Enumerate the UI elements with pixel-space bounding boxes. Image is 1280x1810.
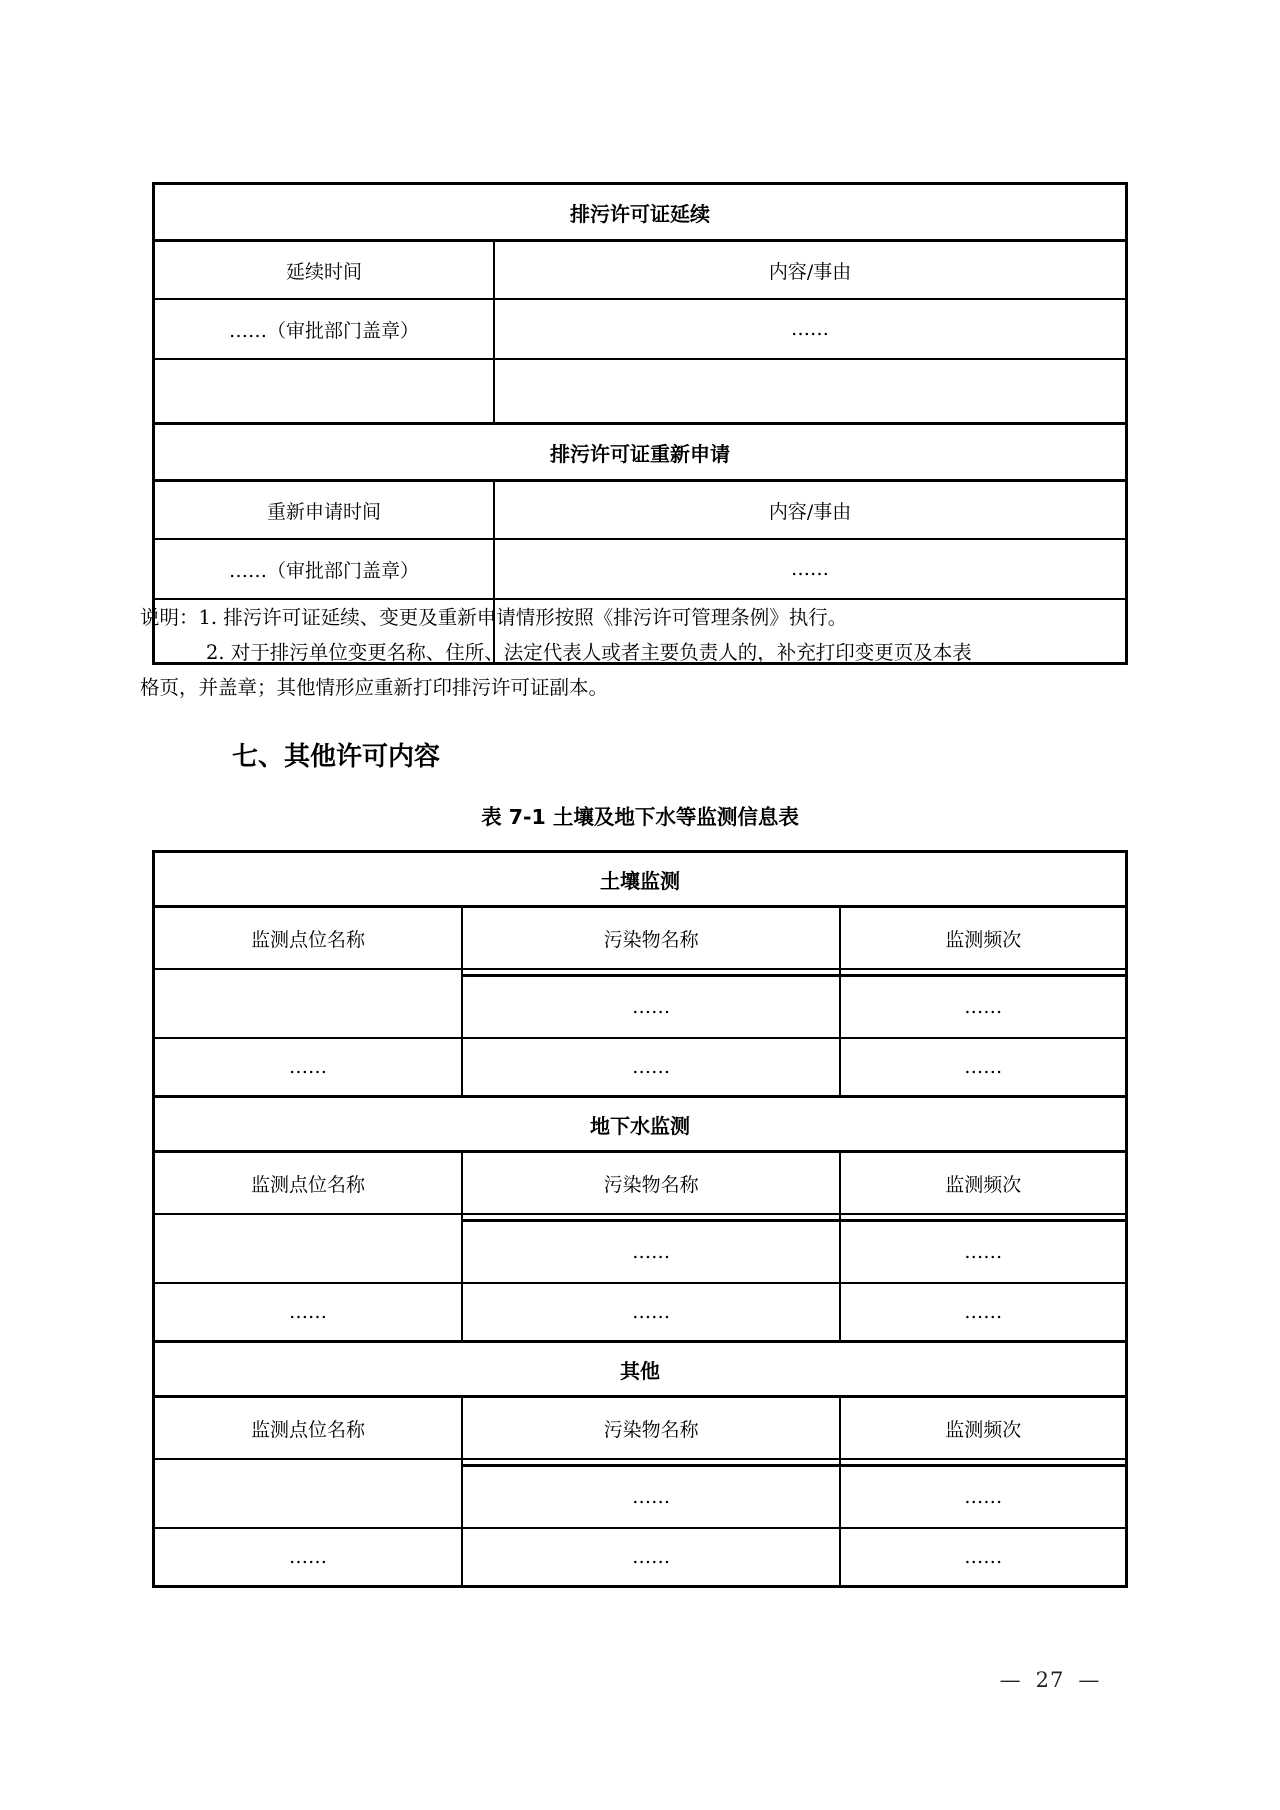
section-title-reapplication: 排污许可证重新申请 bbox=[154, 424, 1127, 481]
monitoring-info-table bbox=[152, 850, 1128, 1588]
cell-dots: …… bbox=[462, 976, 840, 1039]
cell-dots: …… bbox=[462, 1283, 840, 1342]
page-number-value: 27 bbox=[1035, 1668, 1065, 1692]
note-line-1: 说明：1. 排污许可证延续、变更及重新申请情形按照《排污许可管理条例》执行。 bbox=[140, 606, 848, 629]
column-header-point-name: 监测点位名称 bbox=[154, 907, 462, 970]
column-header-reapplication-time: 重新申请时间 bbox=[154, 481, 495, 540]
cell-dots: …… bbox=[462, 1466, 840, 1529]
cell-dots: …… bbox=[840, 1466, 1126, 1529]
column-header-pollutant-name: 污染物名称 bbox=[462, 1397, 840, 1460]
cell-dots: …… bbox=[840, 976, 1126, 1039]
empty-cell bbox=[494, 359, 1126, 424]
cell-dots: …… bbox=[840, 1221, 1126, 1284]
column-header-frequency: 监测频次 bbox=[840, 1397, 1126, 1460]
cell-extension-stamp: ……（审批部门盖章） bbox=[154, 299, 495, 359]
page-number-dash-right: — bbox=[1078, 1668, 1101, 1692]
column-header-pollutant-name: 污染物名称 bbox=[462, 1152, 840, 1215]
cell-dots: …… bbox=[462, 1038, 840, 1097]
permit-change-table bbox=[152, 182, 1128, 665]
cell-extension-dots: …… bbox=[494, 299, 1126, 359]
column-header-frequency: 监测频次 bbox=[840, 1152, 1126, 1215]
column-header-pollutant-name: 污染物名称 bbox=[462, 907, 840, 970]
column-header-content-reason: 内容/事由 bbox=[494, 481, 1126, 540]
cell-dots: …… bbox=[154, 1528, 462, 1587]
cell-dots: …… bbox=[840, 1528, 1126, 1587]
page-number bbox=[960, 1668, 1140, 1692]
empty-cell bbox=[154, 1459, 462, 1528]
empty-cell bbox=[154, 359, 495, 424]
cell-dots: …… bbox=[154, 1283, 462, 1342]
note-line-3: 格页，并盖章；其他情形应重新打印排污许可证副本。 bbox=[140, 676, 609, 699]
column-header-point-name: 监测点位名称 bbox=[154, 1397, 462, 1460]
empty-cell bbox=[154, 969, 462, 1038]
page-number-dash-left: — bbox=[999, 1668, 1022, 1692]
section-title-groundwater: 地下水监测 bbox=[154, 1097, 1127, 1152]
table-caption: 表 7-1 土壤及地下水等监测信息表 bbox=[481, 805, 799, 829]
section-heading: 七、其他许可内容 bbox=[232, 742, 441, 772]
empty-cell bbox=[154, 1214, 462, 1283]
section-title-extension: 排污许可证延续 bbox=[154, 184, 1127, 241]
cell-dots: …… bbox=[462, 1221, 840, 1284]
note-line-2: 2. 对于排污单位变更名称、住所、法定代表人或者主要负责人的，补充打印变更页及本表 bbox=[206, 641, 972, 664]
cell-dots: …… bbox=[154, 1038, 462, 1097]
cell-dots: …… bbox=[840, 1038, 1126, 1097]
cell-reapplication-stamp: ……（审批部门盖章） bbox=[154, 539, 495, 599]
section-title-soil: 土壤监测 bbox=[154, 852, 1127, 907]
cell-dots: …… bbox=[462, 1528, 840, 1587]
column-header-extension-time: 延续时间 bbox=[154, 241, 495, 300]
column-header-content-reason: 内容/事由 bbox=[494, 241, 1126, 300]
cell-dots: …… bbox=[840, 1283, 1126, 1342]
section-title-other: 其他 bbox=[154, 1342, 1127, 1397]
notes-block bbox=[140, 600, 1140, 705]
column-header-point-name: 监测点位名称 bbox=[154, 1152, 462, 1215]
cell-reapplication-dots: …… bbox=[494, 539, 1126, 599]
column-header-frequency: 监测频次 bbox=[840, 907, 1126, 970]
